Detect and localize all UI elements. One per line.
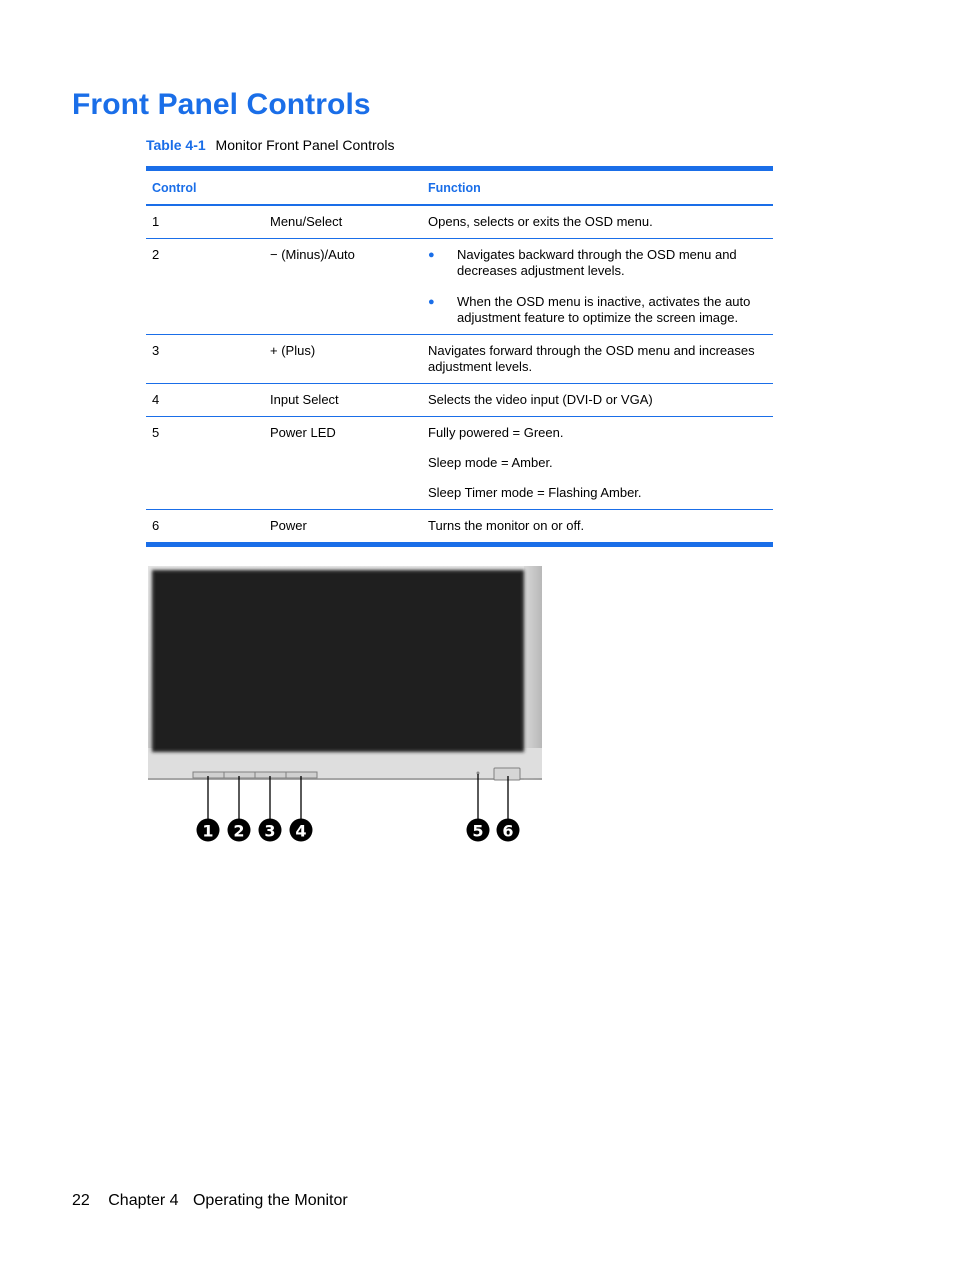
bullet-text: Navigates backward through the OSD menu and decreases adjustment levels.	[457, 247, 737, 278]
row-control-name: Power	[270, 518, 307, 533]
function-bullet-list	[428, 247, 767, 326]
table-caption-text: Monitor Front Panel Controls	[215, 137, 395, 153]
row-number: 4	[146, 384, 264, 417]
callout-2	[228, 819, 251, 842]
row-control-name: − (Minus)/Auto	[264, 239, 422, 335]
callout-6	[497, 819, 520, 842]
row-control-name: Menu/Select	[264, 205, 422, 239]
table-row	[146, 384, 773, 417]
row-number: 2	[146, 239, 264, 335]
monitor-front-panel-figure	[146, 562, 546, 857]
table-row	[146, 205, 773, 239]
row-function: Opens, selects or exits the OSD menu.	[422, 205, 773, 239]
row-function: Turns the monitor on or off.	[428, 518, 585, 533]
row-number: 5	[146, 417, 264, 510]
row-control-name: + (Plus)	[264, 335, 422, 384]
svg-text:6: 6	[502, 821, 514, 841]
callout-4	[290, 819, 313, 842]
function-paragraph: Sleep Timer mode = Flashing Amber.	[428, 485, 642, 500]
controls-table	[146, 166, 773, 547]
row-number: 1	[146, 205, 264, 239]
svg-text:1: 1	[202, 821, 214, 841]
table-header-row	[146, 169, 773, 206]
page-footer	[72, 1192, 362, 1210]
row-function: Selects the video input (DVI-D or VGA)	[422, 384, 773, 417]
page-number: 22	[72, 1192, 90, 1209]
table-row	[146, 510, 773, 545]
table-row	[146, 335, 773, 384]
bullet-dot-icon: ●	[428, 296, 435, 308]
table-caption	[146, 137, 395, 153]
footer-chapter: Chapter 4	[108, 1192, 179, 1209]
power-button	[494, 768, 520, 780]
row-function	[422, 239, 773, 335]
svg-text:4: 4	[295, 821, 307, 841]
function-paragraph: Fully powered = Green.	[428, 425, 564, 440]
header-control: Control	[146, 169, 422, 206]
page-title: Front Panel Controls	[72, 88, 371, 121]
table-row	[146, 417, 773, 510]
monitor-illustration	[146, 562, 546, 852]
svg-text:3: 3	[264, 821, 276, 841]
bullet-text: When the OSD menu is inactive, activates the auto adjustment feature to optimize the screen image.	[457, 294, 751, 325]
svg-text:5: 5	[472, 821, 484, 841]
footer-chapter-title: Operating the Monitor	[192, 1192, 348, 1209]
row-control-name: Power LED	[264, 417, 422, 510]
callout-1	[197, 819, 220, 842]
row-number: 3	[146, 335, 264, 384]
row-function	[422, 417, 773, 510]
function-paragraph: Sleep mode = Amber.	[428, 455, 553, 470]
monitor-body	[148, 566, 542, 780]
row-function: Navigates forward through the OSD menu and increases adjustment levels.	[422, 335, 773, 384]
row-number: 6	[152, 518, 160, 533]
function-bullet	[428, 247, 767, 279]
table-row	[146, 239, 773, 335]
callout-5	[467, 819, 490, 842]
function-bullet	[428, 294, 767, 326]
row-control-name: Input Select	[264, 384, 422, 417]
svg-text:2: 2	[233, 821, 245, 841]
bullet-dot-icon: ●	[428, 249, 435, 261]
callout-3	[259, 819, 282, 842]
table-caption-number: Table 4-1	[146, 137, 206, 153]
callout-leader-lines	[208, 774, 508, 820]
header-function: Function	[422, 169, 773, 206]
